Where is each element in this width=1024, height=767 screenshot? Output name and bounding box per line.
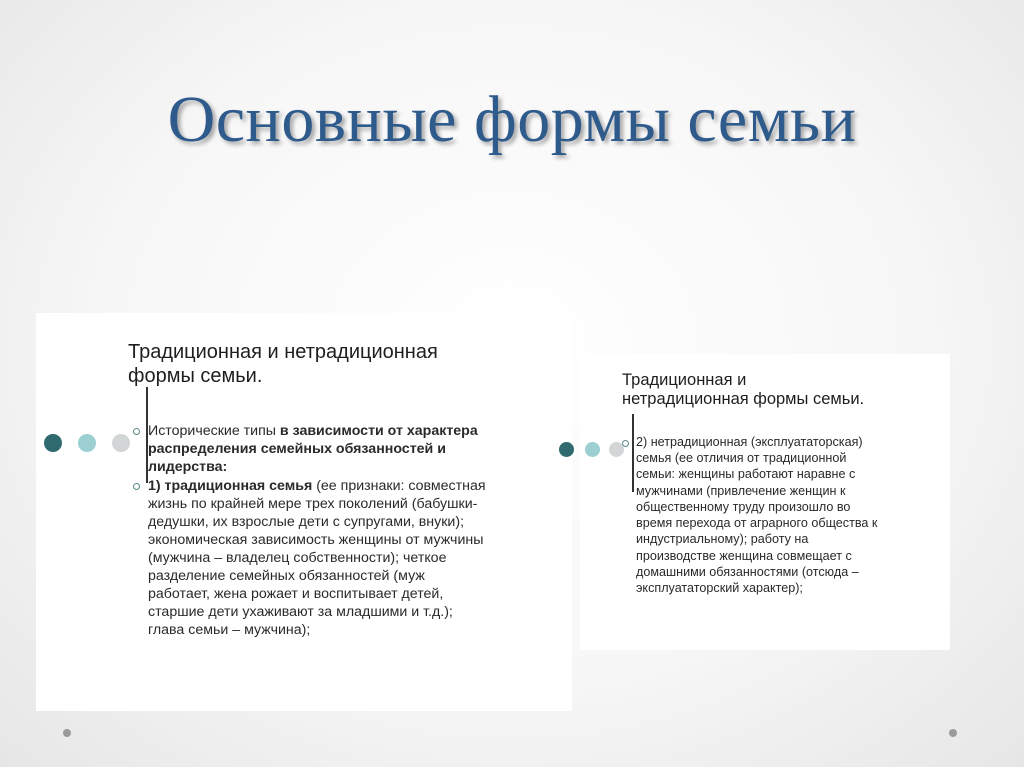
light-teal-dot [78, 434, 96, 452]
bullet-marker-3 [622, 440, 629, 447]
right-divider-line [632, 414, 634, 492]
bullet1-prefix: Исторические типы [148, 423, 280, 439]
bottom-left-corner-dot [63, 729, 71, 737]
right-heading-line-1: Традиционная и [622, 371, 747, 389]
bullet2-line: жизнь по крайней мере трех поколений (бабушки- [148, 496, 478, 513]
dark-teal-dot [44, 434, 62, 452]
bullet1-bold-3: лидерства: [148, 459, 228, 476]
right-bullet [636, 434, 946, 596]
bullet1-bold-2: распределения семейных обязанностей и [148, 441, 446, 458]
right-bullet-line: семьи: женщины работают наравне с [636, 467, 856, 482]
right-bullet-line: общественному труду произошло во [636, 499, 851, 514]
right-bullet-line: семья (ее отличия от традиционной [636, 451, 847, 466]
dark-teal-dot [559, 442, 574, 457]
right-bullet-line: 2) нетрадиционная (эксплуататорская) [636, 435, 863, 449]
bullet2-line: работает, жена рожает и воспитывает детей, [148, 586, 444, 603]
right-panel-heading [622, 371, 864, 410]
left-panel-heading [128, 341, 438, 388]
slide-title: Основные формы семьи [167, 83, 857, 156]
bullet-marker-1 [133, 428, 140, 435]
right-bullet-line: эксплуататорский характер); [636, 581, 803, 596]
left-heading-line-1: Традиционная и нетрадиционная [128, 341, 438, 363]
bullet2-line: старшие дети ухаживают за младшими и т.д.); [148, 604, 453, 621]
grey-dot [112, 434, 130, 452]
right-bullet-line: время перехода от аграрного общества к [636, 516, 878, 531]
right-bullet-line: мужчинами (привлечение женщин к [636, 483, 846, 498]
bullet2-line: экономическая зависимость женщины от мужчины [148, 532, 484, 549]
bullet1-bold-1: в зависимости от характера [279, 423, 478, 439]
left-panel [36, 313, 572, 711]
bullet2-bold: 1) традиционная семья [148, 478, 313, 494]
left-bullet-2 [148, 477, 568, 639]
right-bullet-line: индустриальному); работу на [636, 532, 809, 547]
bottom-right-corner-dot [949, 729, 957, 737]
bullet2-line: разделение семейных обязанностей (муж [148, 568, 425, 585]
bullet2-line: (мужчина – владелец собственности); четкое [148, 550, 447, 567]
left-heading-line-2: формы семьи. [128, 364, 263, 387]
right-bullet-line: производстве женщина совмещает с [636, 548, 852, 563]
right-panel [580, 354, 950, 650]
left-bullet-1 [148, 422, 558, 476]
right-bullet-line: домашними обязанностями (отсюда – [636, 564, 859, 579]
light-teal-dot [585, 442, 600, 457]
right-heading-line-2: нетрадиционная формы семьи. [622, 390, 865, 409]
bullet-marker-2 [133, 483, 140, 490]
bullet2-line: дедушки, их взрослые дети с супругами, внуки); [148, 514, 465, 531]
bullet2-line1-rest: (ее признаки: совместная [312, 478, 486, 494]
bullet2-line: глава семьи – мужчина); [148, 622, 311, 639]
